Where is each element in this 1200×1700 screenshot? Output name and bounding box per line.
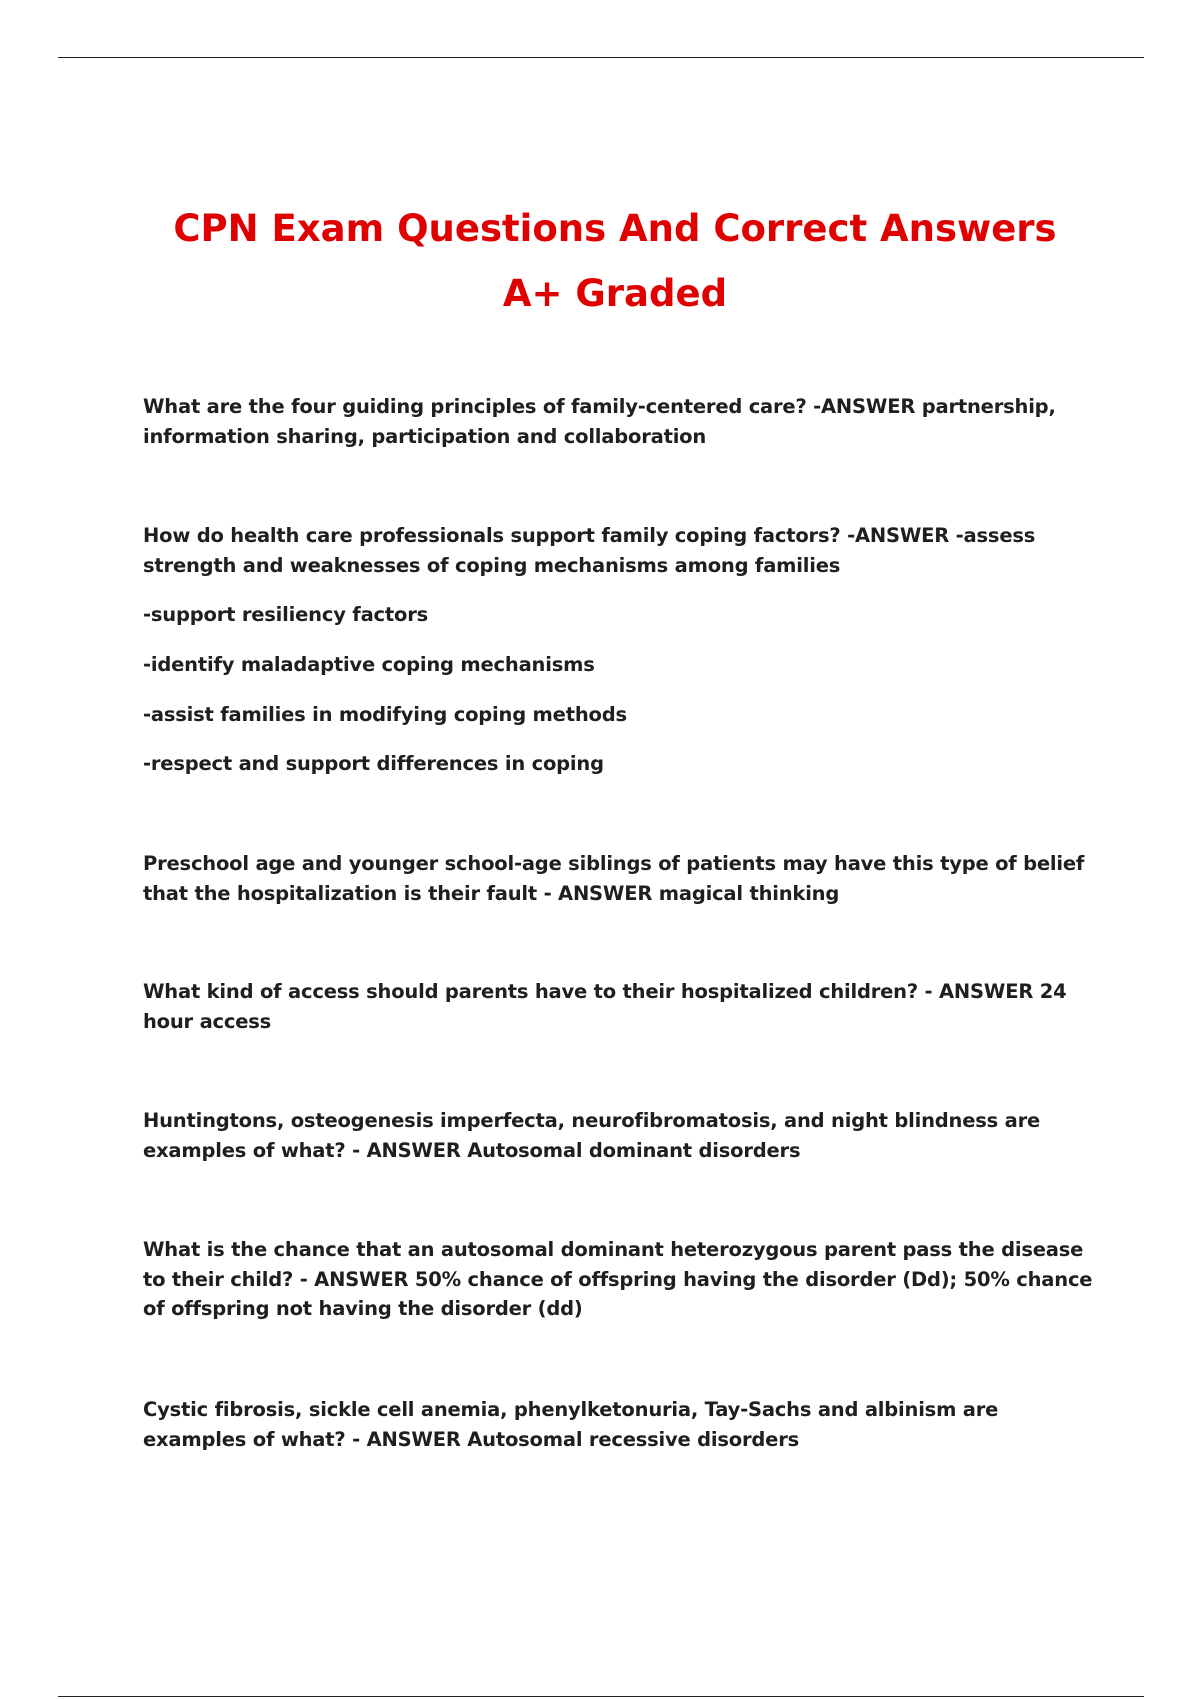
qa-item-5: Huntingtons, osteogenesis imperfecta, neurofibromatosis, and night blindness are examples of what? - ANSWER Autosomal dominant disorders	[143, 1109, 1041, 1162]
qa-item-3: Preschool age and younger school-age siblings of patients may have this type of belief that the hospitalization is their fault - ANSWER magical thinking	[143, 852, 1085, 905]
bottom-rule	[58, 1696, 1144, 1697]
title-line-1: CPN Exam Questions And Correct Answers	[173, 207, 1057, 250]
qa-item-2-bullet-2: -identify maladaptive coping mechanisms	[143, 653, 595, 676]
qa-item-2: How do health care professionals support family coping factors? -ANSWER -assess strength and weaknesses of coping mechanisms among families	[143, 524, 1036, 577]
document-title	[130, 196, 1100, 326]
qa-item-4: What kind of access should parents have to their hospitalized children? - ANSWER 24 hour access	[143, 980, 1067, 1033]
title-line-2: A+ Graded	[502, 272, 728, 315]
qa-item-2-bullet-1: -support resiliency factors	[143, 603, 429, 626]
qa-item-2-bullet-4: -respect and support differences in coping	[143, 752, 604, 775]
qa-item-7: Cystic fibrosis, sickle cell anemia, phenylketonuria, Tay-Sachs and albinism are examples of what? - ANSWER Autosomal recessive disorders	[143, 1398, 999, 1451]
qa-item-2-bullet-3: -assist families in modifying coping methods	[143, 703, 627, 726]
qa-item-1: What are the four guiding principles of family-centered care? -ANSWER partnership, information sharing, participation and collaboration	[143, 395, 1056, 448]
qa-item-6: What is the chance that an autosomal dominant heterozygous parent pass the disease to their child? - ANSWER 50% chance of offspring having the disorder (Dd); 50% chance of offspring not having the disorder (dd)	[143, 1238, 1093, 1320]
top-rule	[58, 57, 1144, 58]
